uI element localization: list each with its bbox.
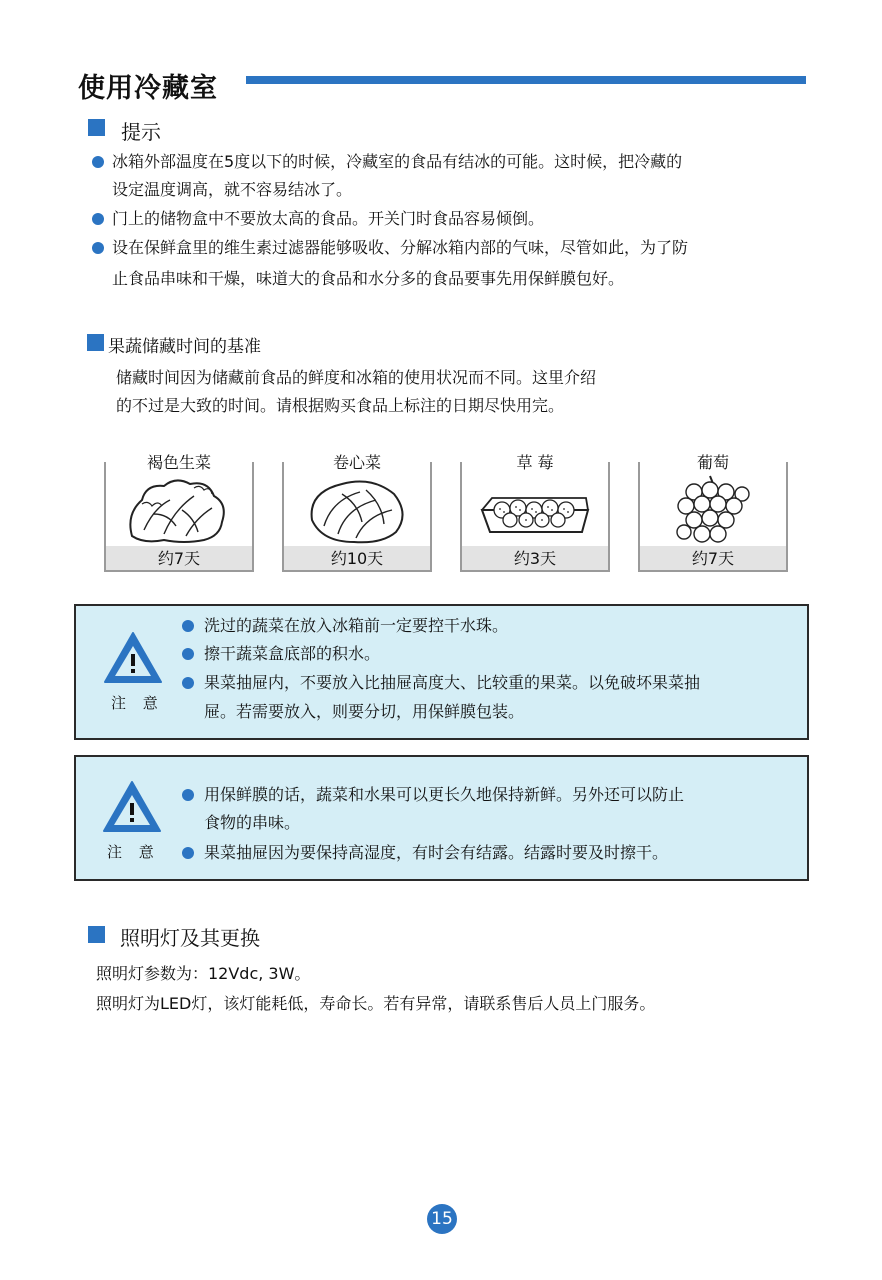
produce-name: 褐色生菜 — [146, 453, 211, 472]
caution-box — [74, 604, 809, 740]
page-number: 15 — [427, 1204, 457, 1234]
tip-3-line-1: 设在保鲜盒里的维生素过滤器能够吸收、分解冰箱内部的气味，尽管如此，为了防 — [112, 238, 689, 257]
produce-panel-lettuce — [104, 453, 254, 572]
tip-1-line-2: 设定温度调高，就不容易结冰了。 — [112, 180, 353, 199]
storage-desc-line-2: 的不过是大致的时间。请根据购买食品上标注的日期尽快用完。 — [116, 396, 565, 415]
page-title: 使用冷藏室 — [78, 73, 218, 104]
caution2-item-1-line-2: 食物的串味。 — [204, 813, 301, 832]
section-marker — [87, 334, 104, 351]
cabbage-icon — [302, 474, 412, 544]
lighting-heading: 照明灯及其更换 — [120, 926, 260, 950]
bullet-dot — [92, 156, 104, 168]
produce-days: 约10天 — [330, 549, 384, 568]
caution1-item-1: 洗过的蔬菜在放入冰箱前一定要控干水珠。 — [204, 616, 509, 635]
produce-days: 约7天 — [157, 549, 201, 568]
grapes-icon — [658, 474, 768, 548]
bullet-dot — [182, 677, 194, 689]
section-marker — [88, 926, 105, 943]
produce-name: 卷心菜 — [332, 453, 381, 472]
bullet-dot — [92, 242, 104, 254]
produce-days: 约3天 — [513, 549, 557, 568]
produce-panel-cabbage — [282, 453, 432, 572]
bullet-dot — [182, 789, 194, 801]
bullet-dot — [182, 847, 194, 859]
caution-label: 注 意 — [111, 694, 164, 712]
caution1-item-3-line-2: 屉。若需要放入，则要分切，用保鲜膜包装。 — [204, 702, 525, 721]
section-marker — [88, 119, 105, 136]
produce-panel-strawberry — [460, 453, 610, 572]
lettuce-icon — [124, 474, 234, 544]
caution1-item-2: 擦干蔬菜盒底部的积水。 — [204, 644, 381, 663]
bullet-dot — [92, 213, 104, 225]
warning-triangle-icon — [101, 779, 163, 835]
lighting-line-1: 照明灯参数为：12Vdc, 3W。 — [96, 964, 311, 983]
strawberry-tray-icon — [480, 474, 590, 544]
bullet-dot — [182, 620, 194, 632]
storage-heading: 果蔬储藏时间的基准 — [108, 337, 261, 357]
produce-name: 草 莓 — [516, 453, 554, 472]
tip-3-line-2: 止食品串味和干燥，味道大的食品和水分多的食品要事先用保鲜膜包好。 — [112, 269, 625, 288]
caution2-item-1-line-1: 用保鲜膜的话，蔬菜和水果可以更长久地保持新鲜。另外还可以防止 — [204, 785, 685, 804]
warning-triangle-icon — [102, 630, 164, 686]
tip-1-line-1: 冰箱外部温度在5度以下的时候，冷藏室的食品有结冰的可能。这时候，把冷藏的 — [112, 152, 683, 171]
caution2-item-2: 果菜抽屉因为要保持高湿度，有时会有结露。结露时要及时擦干。 — [204, 843, 669, 862]
tips-heading: 提示 — [121, 120, 161, 144]
caution-box — [74, 755, 809, 881]
produce-name: 葡萄 — [696, 453, 729, 472]
tip-2-line-1: 门上的储物盒中不要放太高的食品。开关门时食品容易倾倒。 — [112, 209, 545, 228]
caution-label: 注 意 — [107, 843, 160, 861]
caution1-item-3-line-1: 果菜抽屉内，不要放入比抽屉高度大、比较重的果菜。以免破坏果菜抽 — [204, 673, 701, 692]
storage-desc-line-1: 储藏时间因为储藏前食品的鲜度和冰箱的使用状况而不同。这里介绍 — [116, 368, 597, 387]
produce-days: 约7天 — [691, 549, 735, 568]
bullet-dot — [182, 648, 194, 660]
lighting-line-2: 照明灯为LED灯，该灯能耗低，寿命长。若有异常，请联系售后人员上门服务。 — [96, 994, 656, 1013]
title-rule — [246, 76, 806, 84]
produce-panel-grapes — [638, 453, 788, 572]
